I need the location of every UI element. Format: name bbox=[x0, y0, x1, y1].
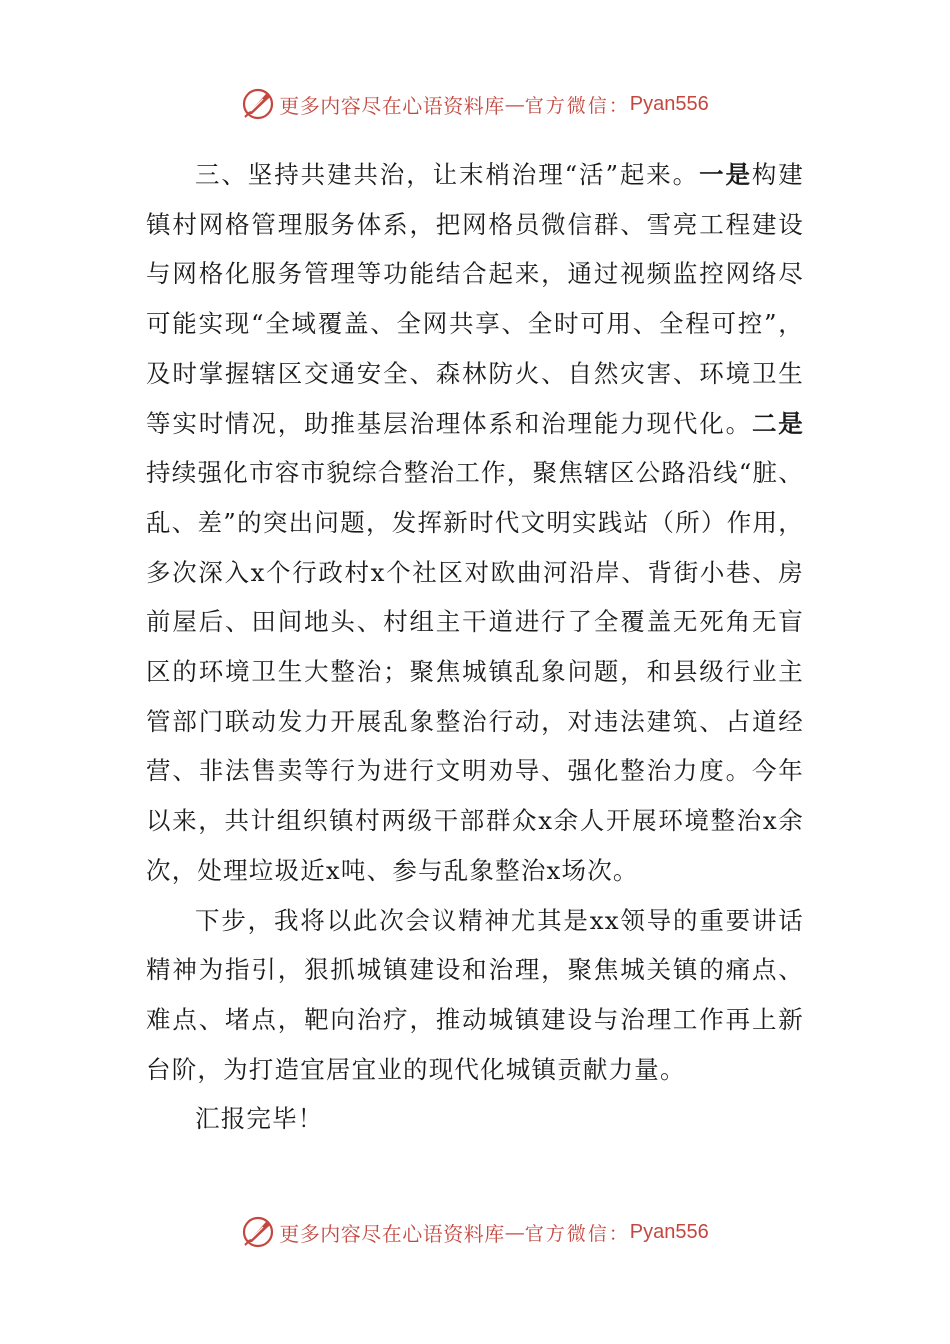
banner-dash: — bbox=[504, 1220, 525, 1244]
point-text: 持续强化市容市貌综合整治工作，聚焦辖区公路沿线“脏、乱、差”的突出问题，发挥新时代文明实践站（所）作用，多次深入x个行政村x个社区对欧曲河沿岸、背街小巷、房前屋后、田间地头、村组主干道进行了全覆盖无死角无盲区的环境卫生大整治；聚焦城镇乱象问题，和县级行业主管部门联动发力开展乱象整治行动，对违法建筑、占道经营、非法售卖等行为进行文明劝导、强化整治力度。今年以来，共计组织镇村两级干部群众x余人开展环境整治x余次，处理垃圾近x吨、参与乱象整治x场次。 bbox=[146, 458, 804, 885]
header-banner bbox=[0, 84, 950, 124]
footer-banner bbox=[0, 1212, 950, 1252]
banner-site-text: 更多内容尽在心语资料库 bbox=[279, 93, 505, 118]
document-body bbox=[146, 150, 804, 1144]
paragraph-next-steps: 下步，我将以此次会议精神尤其是xx领导的重要讲话精神为指引，狠抓城镇建设和治理，聚焦城关镇的痛点、难点、堵点，靶向治疗，推动城镇建设与治理工作再上新台阶，为打造宜居宜业的现代化城镇贡献力量。 bbox=[146, 905, 804, 1084]
section-heading: 三、坚持共建共治，让末梢治理“活”起来。 bbox=[195, 160, 700, 189]
banner-site-text: 更多内容尽在心语资料库 bbox=[279, 1221, 505, 1246]
paragraph-section-3 bbox=[146, 150, 804, 896]
quill-logo-icon bbox=[241, 87, 275, 121]
paragraph-closing: 汇报完毕！ bbox=[195, 1104, 324, 1134]
banner-dash: — bbox=[504, 92, 525, 116]
banner-contact-label: 官方微信： bbox=[524, 94, 630, 117]
banner-contact-id: Pyan556 bbox=[629, 1220, 709, 1243]
banner-contact-id: Pyan556 bbox=[629, 92, 709, 115]
point-label: 二是 bbox=[751, 408, 804, 438]
banner-contact-label: 官方微信： bbox=[524, 1222, 630, 1245]
point-label: 一是 bbox=[699, 160, 752, 189]
quill-logo-icon bbox=[241, 1215, 275, 1249]
point-text: 构建镇村网格管理服务体系，把网格员微信群、雪亮工程建设与网格化服务管理等功能结合起来，通过视频监控网络尽可能实现“全域覆盖、全网共享、全时可用、全程可控”，及时掌握辖区交通安全、森林防火、自然灾害、环境卫生等实时情况，助推基层治理体系和治理能力现代化。 bbox=[146, 160, 804, 438]
